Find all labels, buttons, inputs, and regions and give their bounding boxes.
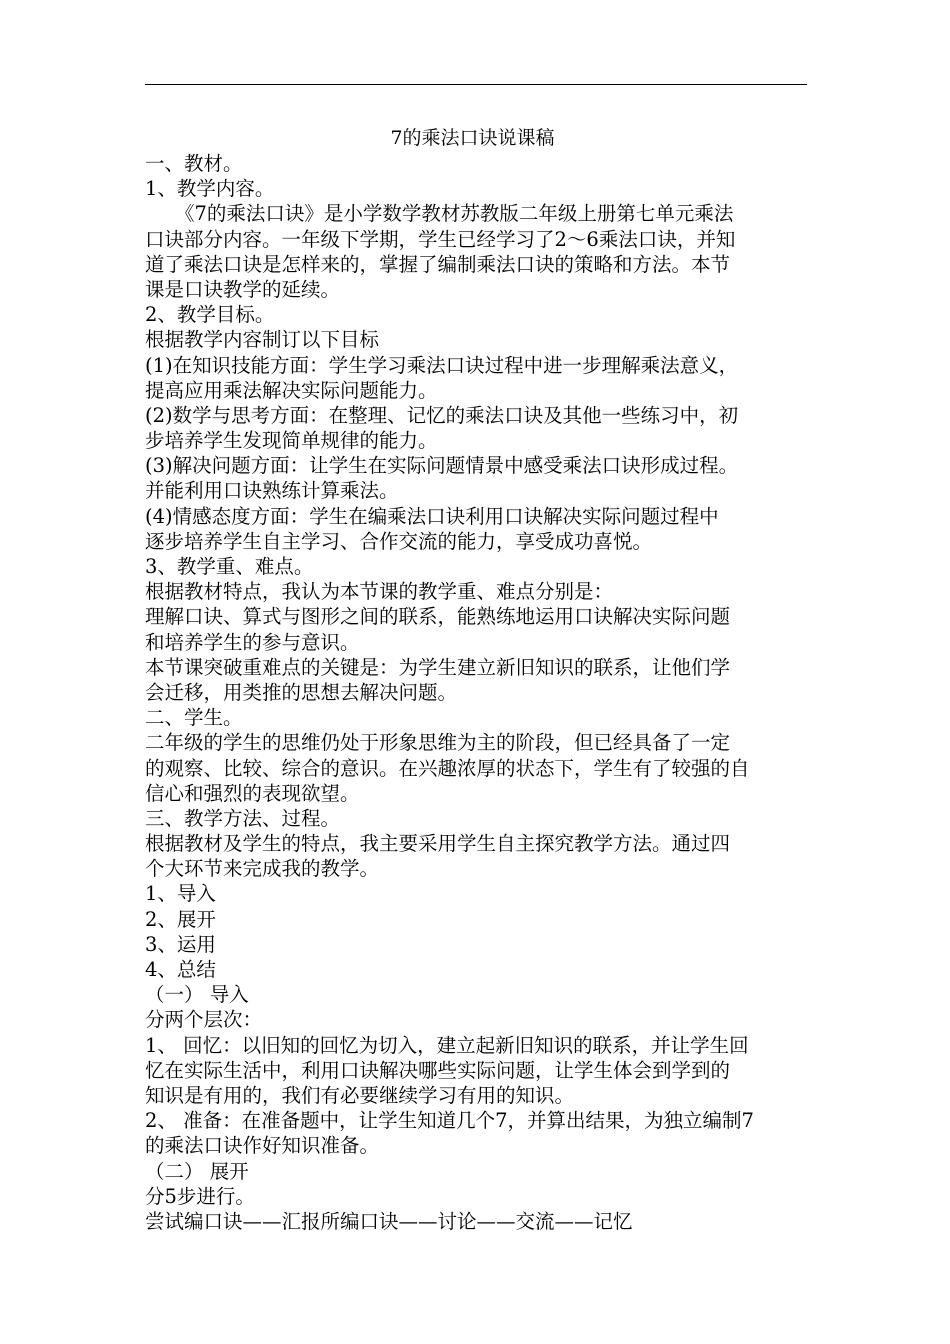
text-line: (1)在知识技能方面：学生学习乘法口诀过程中进一步理解乘法意义，	[145, 353, 739, 377]
text-line: 2、教学目标。	[145, 303, 275, 327]
text-line: 分5步进行。	[145, 1184, 255, 1208]
text-line: 1、教学内容。	[145, 177, 275, 201]
text-line: 3、教学重、难点。	[145, 555, 314, 578]
text-line: 二、学生。	[145, 706, 243, 730]
text-line: 理解口诀、算式与图形之间的联系，能熟练地运用口诀解决实际问题	[145, 605, 731, 629]
text-line: 根据教学内容制订以下目标	[145, 328, 380, 352]
text-line: 逐步培养学生自主学习、合作交流的能力，享受成功喜悦。	[145, 529, 653, 553]
text-line: 和培养学生的参与意识。	[145, 630, 360, 654]
text-line: 本节课突破重难点的关键是：为学生建立新旧知识的联系，让他们学	[145, 655, 731, 679]
text-line: 知识是有用的，我们有必要继续学习有用的知识。	[145, 1083, 575, 1107]
document-title: 7的乘法口诀说课稿	[390, 127, 555, 149]
text-line: 2、展开	[145, 907, 216, 931]
text-line: 并能利用口诀熟练计算乘法。	[145, 479, 399, 503]
text-line: 根据教材及学生的特点，我主要采用学生自主探究教学方法。通过四	[145, 832, 731, 856]
text-line: 三、教学方法、过程。	[145, 806, 341, 830]
text-line: 忆在实际生活中，利用口诀解决哪些实际问题，让学生体会到学到的	[145, 1058, 731, 1082]
text-line: (4)情感态度方面：学生在编乘法口诀利用口诀解决实际问题过程中	[145, 504, 719, 528]
text-line: 4、总结	[145, 958, 216, 981]
text-line: 会迁移，用类推的思想去解决问题。	[145, 680, 458, 704]
text-line: （二） 展开	[145, 1159, 249, 1183]
text-line: 分两个层次：	[145, 1008, 263, 1032]
text-line: (2)数学与思考方面：在整理、记忆的乘法口诀及其他一些练习中，初	[145, 403, 739, 427]
text-line: 一、教材。	[145, 152, 243, 175]
text-line: 2、 准备：在准备题中，让学生知道几个7，并算出结果，为独立编制7	[145, 1109, 754, 1133]
text-line: 的观察、比较、综合的意识。在兴趣浓厚的状态下，学生有了较强的自	[145, 756, 750, 780]
text-line: 提高应用乘法解决实际问题能力。	[145, 378, 438, 402]
text-line: 的乘法口诀作好知识准备。	[145, 1134, 380, 1158]
text-line: 《7的乘法口诀》是小学数学教材苏教版二年级上册第七单元乘法	[175, 202, 734, 226]
text-line: 课是口诀教学的延续。	[145, 277, 341, 301]
text-line: 根据教材特点，我认为本节课的教学重、难点分别是：	[145, 580, 614, 604]
text-line: 1、 回忆：以旧知的回忆为切入，建立起新旧知识的联系，并让学生回	[145, 1033, 749, 1057]
text-line: 个大环节来完成我的教学。	[145, 857, 380, 881]
text-line: 步培养学生发现简单规律的能力。	[145, 429, 438, 453]
text-line: 尝试编口诀——汇报所编口诀——讨论——交流——记忆	[145, 1209, 633, 1233]
document-lines	[145, 151, 810, 1234]
text-line: 口诀部分内容。一年级下学期，学生已经学习了2～6乘法口诀，并知	[145, 227, 736, 251]
document-body	[145, 126, 810, 1234]
header-rule	[145, 84, 807, 85]
text-line: （一） 导入	[145, 983, 249, 1007]
text-line: 1、导入	[145, 882, 216, 906]
text-line: 3、运用	[145, 932, 216, 956]
text-line: (3)解决问题方面：让学生在实际问题情景中感受乘法口诀形成过程。	[145, 454, 739, 478]
text-line: 信心和强烈的表现欲望。	[145, 781, 360, 805]
text-line: 道了乘法口诀是怎样来的，掌握了编制乘法口诀的策略和方法。本节	[145, 252, 731, 276]
text-line: 二年级的学生的思维仍处于形象思维为主的阶段，但已经具备了一定	[145, 731, 731, 755]
